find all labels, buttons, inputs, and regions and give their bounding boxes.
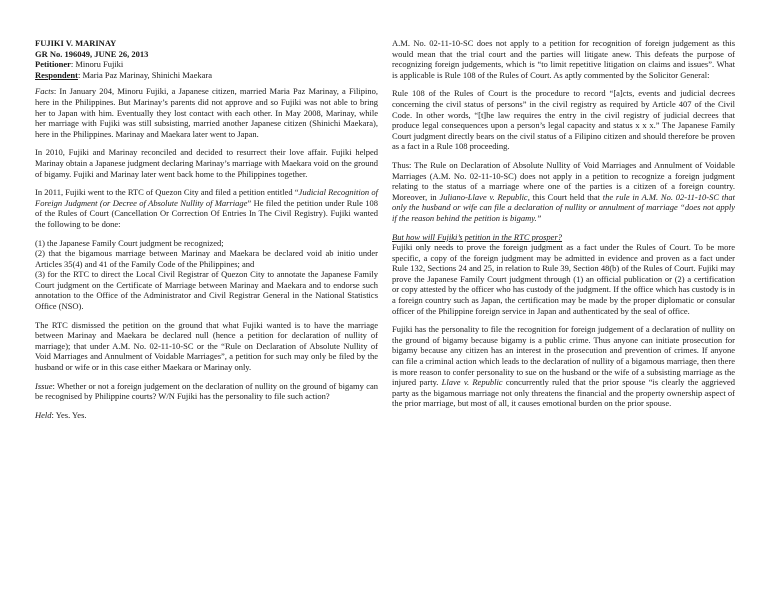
issue-label: Issue bbox=[35, 380, 53, 391]
prove-paragraph: But how will Fujiki’s petition in the RTC prosper? Fujiki only needs to prove the foreign judgment as a fact under the Rules of Court. To be more specific, a copy of the foreign judgment may be admitted in evidence and proven as a fact under Rule 132, Sections 24 and 25, in relation to Rule 39, Section 48(b) of the Rules of Court. Fujiki may prove the Japanese Family Court judgment through (1) an official publication or (2) a certification or copy attested by the officer who has custody of the judgment. If the office which has custody is in a foreign country such as Japan, the certification may be made by the proper diplomatic or consular officer of the Philippine foreign service in Japan and authenticated by the seal of office. bbox=[392, 231, 735, 316]
gr-number: GR No. 196049, JUNE 26, 2013 bbox=[35, 48, 149, 59]
petitioner-line bbox=[35, 59, 378, 70]
case-title: FUJIKI V. MARINAY bbox=[35, 38, 117, 48]
petitioner-value: : Minoru Fujiki bbox=[70, 59, 124, 70]
respondent-line bbox=[35, 70, 378, 81]
rule-108-paragraph: Rule 108 of the Rules of Court is the procedure to record “[a]cts, events and judicial decrees concerning the civil status of persons” in the civil registry as required by Article 407 of the Civil Code. In other words, “[t]he law requires the entry in the civil registry of judicial decrees that produce legal consequences upon a person’s legal capacity and status x x x.” The Japanese Family Court judgment directly bears on the civil status of a Filipino citizen and should therefore be proven as a fact in a Rule 108 proceeding. bbox=[392, 88, 735, 152]
petitioner-label: Petitioner bbox=[35, 59, 71, 70]
facts-label: Facts bbox=[35, 86, 54, 97]
list-item: (1) the Japanese Family Court judgment be recognized; bbox=[35, 237, 224, 248]
facts-paragraph-3: In 2011, Fujiki went to the RTC of Quezon City and filed a petition entitled “Judicial Recognition of Foreign Judgment (or Decree of Absolute Nullity of Marriage” He filed the petition under Rule 108 of the Rules of Court (Cancellation Or Correction Of Entries In The Civil Registry). Fujiki wanted the following to be done: bbox=[35, 187, 378, 229]
personality-paragraph: Fujiki has the personality to file the recognition for foreign judgement of a declaration of nullity on the ground of bigamy because bigamy is a public crime. Thus anyone can initiate prosecution for bigamy because any citizen has an interest in the prosecution and prevention of crimes. If anyone can file a criminal action which leads to the declaration of nullity of a bigamous marriage, then there is more reason to confer personality to sue on the husband or the wife of a subsisting marriage as the injured party. Llave v. Republic concurrently ruled that the prior spouse “is clearly the aggrieved party as the bigamous marriage not only threatens the financial and the property ownership aspect of the prior marriage, but most of all, it causes emotional burden on the prior spouse. bbox=[392, 324, 735, 409]
facts-paragraph-2: In 2010, Fujiki and Marinay reconciled and decided to resurrect their love affair. Fujiki helped Marinay obtain a Japanese judgment declaring Marinay’s marriage with Maekara void on the ground of bigamy. Fujiki and Marinay later went back home to the Philippines together. bbox=[35, 147, 378, 179]
list-item: (3) for the RTC to direct the Local Civil Registrar of Quezon City to annotate the Japanese Family Court judgment on the Certificate of Marriage between Marinay and Maekara and to endorse such annotation to the Office of the Administrator and Civil Registrar General in the National Statistics Office (NSO). bbox=[35, 269, 378, 312]
issue-paragraph: Issue: Whether or not a foreign judgement on the declaration of nullity on the ground of bigamy can be recognised by Philippine courts? W/N Fujiki has the personality to file such action? bbox=[35, 380, 378, 402]
relief-list bbox=[35, 238, 378, 312]
held-label: Held bbox=[35, 409, 52, 420]
left-column bbox=[35, 38, 378, 428]
am-paragraph: A.M. No. 02-11-10-SC does not apply to a petition for recognition of foreign judgement as this would mean that the trial court and the parties will litigate anew. This defeats the purpose of recognizing foreign judgements, which is “to limit repetitive litigation on claims and issues”. What is applicable is Rule 108 of the Rules of Court. As aptly commented by the Solicitor General: bbox=[392, 38, 735, 80]
respondent-label: Respondent bbox=[35, 69, 78, 80]
respondent-value: : Maria Paz Marinay, Shinichi Maekara bbox=[77, 69, 212, 80]
section-heading: But how will Fujiki’s petition in the RTC prosper? bbox=[392, 231, 563, 242]
facts-paragraph: Facts: In January 204, Minoru Fujiki, a Japanese citizen, married Maria Paz Marinay, a Filipino, here in the Philippines. But Marinay’s parents did not approve and so Fujiki was not able to bring her to Japan with him. Eventually they lost contact with each other. In May 2008, Marinay, while her marriage with Fujiki was still subsisting, married another Japanese citizen (Shinichi Maekara), here in the Philippines. Marinay and Maekara later went to Japan. bbox=[35, 86, 378, 139]
list-item: (2) that the bigamous marriage between Marinay and Maekara be declared void ab initio under Articles 35(4) and 41 of the Family Code of the Philippines; and bbox=[35, 248, 378, 269]
held-paragraph: Held: Yes. Yes. bbox=[35, 409, 87, 420]
thus-paragraph: Thus: The Rule on Declaration of Absolute Nullity of Void Marriages and Annulment of Voidable Marriages (A.M. No. 02-11-10-SC) does not apply in a petition to recognize a foreign judgment relating to the status of a marriage where one of the parties is a citizen of a foreign country. Moreover, in Juliano-Llave v. Republic, this Court held that the rule in A.M. No. 02-11-10-SC that only the husband or wife can file a declaration of nullity or annulment of marriage “does not apply if the reason behind the petition is bigamy.” bbox=[392, 159, 735, 223]
right-column bbox=[392, 38, 735, 417]
rtc-paragraph: The RTC dismissed the petition on the ground that what Fujiki wanted is to have the marriage between Marinay and Maekara be declared null (hence a petition for declaration of nullity of marriage); that under A.M. No. 02-11-10-SC or the “Rule on Declaration of Absolute Nullity of Void Marriages and Annulment of Voidable Marriages”, a petition for such may only be filed by the husband or wife or in this case either Maekara or Marinay only. bbox=[35, 319, 378, 373]
